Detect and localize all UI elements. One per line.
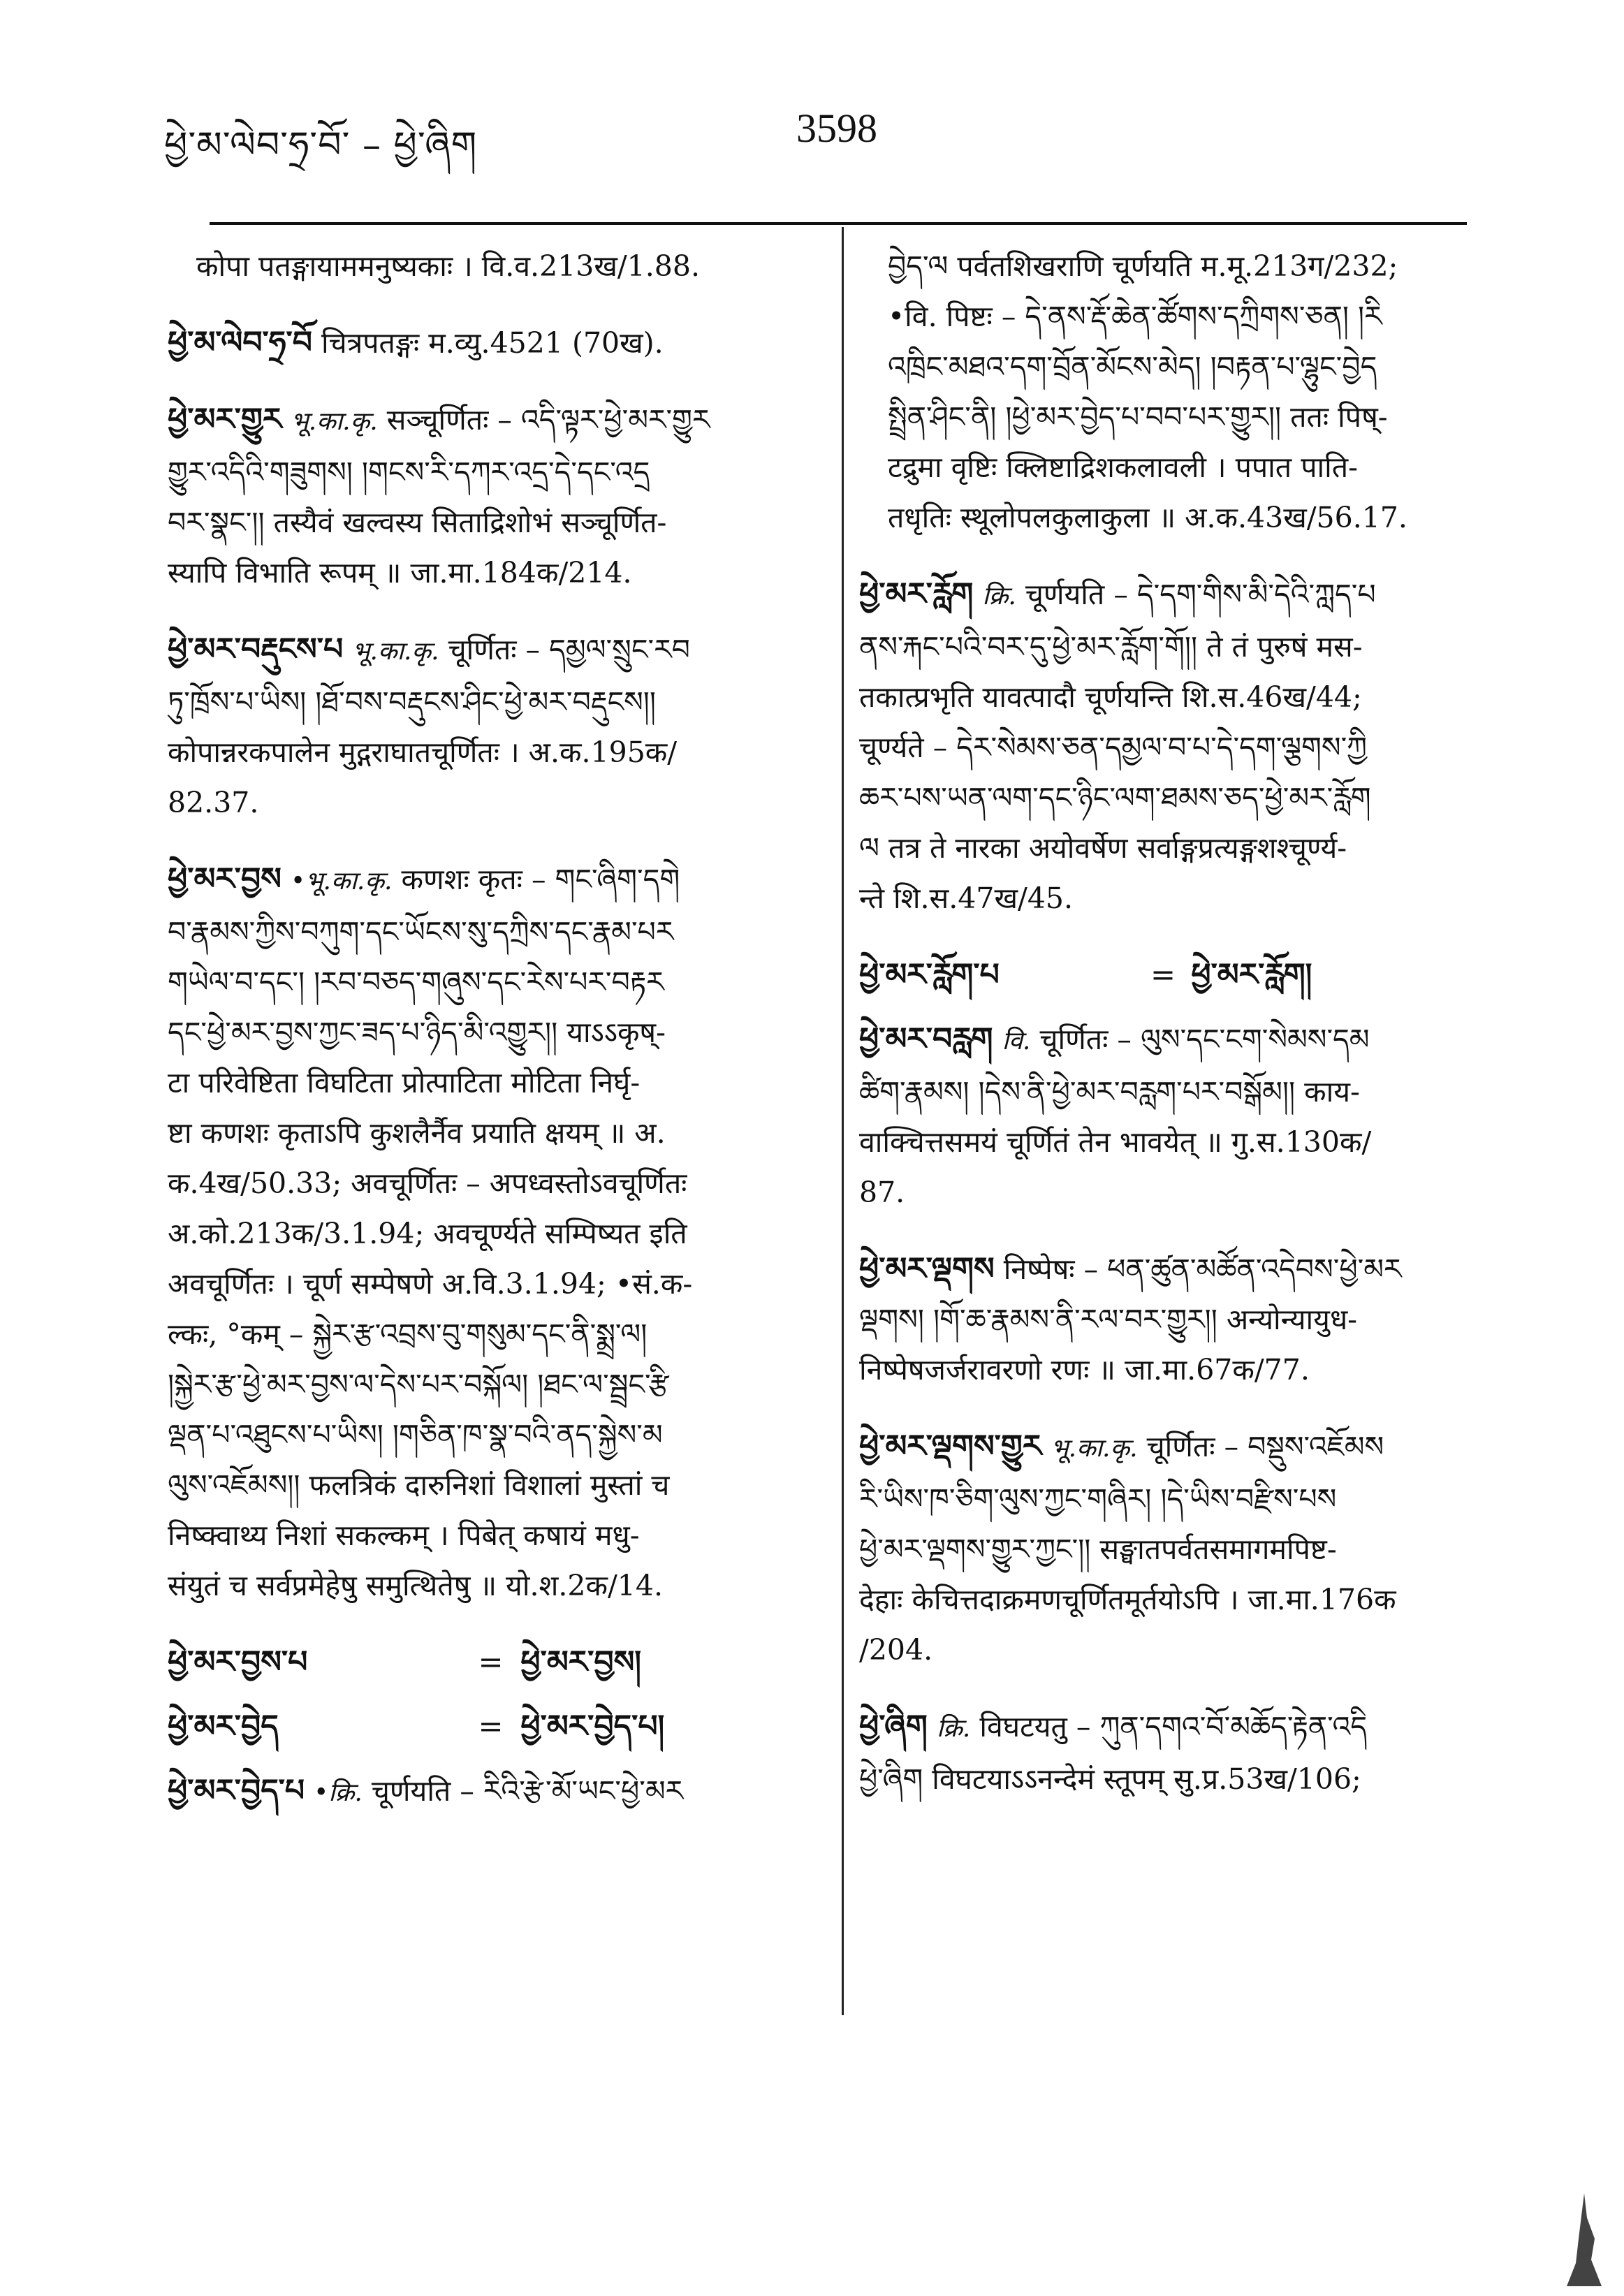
- entry-text: टा परिवेष्टिता विघटिता प्रोत्पाटिता मोटिता निर्घृ-: [168, 1066, 641, 1099]
- entry-line: [859, 773, 1467, 823]
- entry-text: ल्कः, °कम् – སྐྱེར་རྩ་འབྲས་བུ་གསུམ་དང་ནི་སྨྲ་ལ།: [168, 1317, 648, 1351]
- entry-text: कोपान्नरकपालेन मुद्गराघातचूर्णितः । अ.क.195क/: [168, 736, 678, 769]
- entry-text: क.4ख/50.33; अवचूर्णितः – अपध्वस्तोऽवचूर्णितः: [168, 1167, 687, 1200]
- entry-text: ष्टा कणशः कृताऽपि कुशलैर्नैव प्रयाति क्षयम् ॥ अ.: [168, 1116, 666, 1150]
- entry-text: གཡེལ་བ་དང་། །རབ་བཅད་གཞུས་དང་རེས་པར་བརྟར: [168, 965, 664, 999]
- entry-text: तकात्प्रभृति यावत्पादौ चूर्णयन्ति शि.स.46ख/44;: [859, 680, 1362, 714]
- header-rule: [210, 222, 1467, 225]
- entry-line: [168, 318, 814, 368]
- entry-line: [168, 1158, 814, 1208]
- entry-line: [168, 1766, 814, 1818]
- entry-line: [168, 1560, 814, 1611]
- entry-line: [859, 672, 1467, 722]
- entry-text: བར་སྣང་།། तस्यैवं खल्वस्य सिताद्रिशोभं सञ्चूर्णित-: [168, 506, 667, 539]
- entry-line: [888, 492, 1467, 543]
- entry-line: [859, 1474, 1467, 1524]
- entry-text: संयुतं च सर्वप्रमेहेषु समुत्थितेषु ॥ यो.श.2क/14.: [168, 1569, 663, 1602]
- running-head: ཕྱེ་མ་ལེབ་ཧྲ་བོ་ – ཕྱེ་ཞིག: [164, 124, 478, 166]
- entry-line: [168, 854, 814, 907]
- headword: ཕྱེ་མར་བྱེད: [168, 1709, 279, 1744]
- cross-reference-target: ཕྱེ་མར་བྱས།: [520, 1644, 642, 1680]
- entry-text: सञ्चूर्णितः – འདི་ལྟར་ཕྱེ་མར་གྱུར: [386, 403, 710, 437]
- dictionary-entry: [859, 1421, 1467, 1675]
- entry-line: [168, 1108, 814, 1158]
- entry-text: 87.: [859, 1176, 905, 1209]
- entry-text: ཕྱེ་མར་ལྡགས་གྱུར་ཀྱང་།། सङ्घातपर्वतसमागमपिष्ट-: [859, 1533, 1337, 1566]
- entry-text: བྱེད་ལ पर्वतशिखराणि चूर्णयति म.मू.213ग/232;: [888, 249, 1398, 283]
- entry-text: चूर्णयति – རིའི་རྩེ་མོ་ཡང་ཕྱེ་མར: [371, 1774, 684, 1808]
- left-column: [168, 241, 814, 1845]
- entry-text: चूर्णितः – ལུས་དང་ངག་སེམས་དམ: [1039, 1023, 1370, 1056]
- entry-text: वाक्चित्तसमयं चूर्णितं तेन भावयेत् ॥ गु.स.130क/: [859, 1125, 1372, 1159]
- dictionary-entry: [168, 624, 814, 828]
- entry-text: གྱུར་འདིའི་གཟུགས། །གངས་རི་དཀར་འདྲ་དེ་དང་འདྲ: [168, 455, 650, 489]
- entry-line: [168, 624, 814, 677]
- grammar-label: वि.: [1002, 1027, 1031, 1055]
- entry-line: [888, 442, 1467, 492]
- entry-line: [859, 1421, 1467, 1474]
- entry-text: 82.37.: [168, 786, 259, 819]
- entry-line: [168, 1359, 814, 1410]
- entry-text: निष्पेषः – ཕན་ཚུན་མཚོན་འདེབས་ཕྱེ་མར: [1003, 1252, 1402, 1286]
- entry-text: •वि. पिष्टः – དེ་ནས་རྡོ་ཆེན་ཚོགས་དཀྲིགས་ཅན། །རི: [888, 300, 1382, 333]
- entry-line: [168, 957, 814, 1007]
- entry-line: [168, 727, 814, 777]
- entry-text: ཚིག་རྣམས། །དེས་ནི་ཕྱེ་མར་བརླག་པར་བསྒོམ།། काय-: [859, 1075, 1360, 1109]
- headword: ཕྱེ་མར་ལྡགས་གྱུར: [859, 1428, 1042, 1464]
- headword: ཕྱེ་མར་བྱེད་པ: [168, 1773, 305, 1808]
- entry-text: स्यापि विभाति रूपम् ॥ जा.मा.184क/214.: [168, 556, 632, 590]
- entry-text: चूर्णितः – དམྱལ་སྲུང་རབ: [448, 633, 690, 666]
- entry-text: རི་ཡིས་ཁ་ཅིག་ལུས་ཀྱང་གཞིར། །དེ་ཡིས་བརྫིས་པས: [859, 1482, 1337, 1516]
- right-column: [859, 241, 1467, 1831]
- entry-text: चूर्ण्यते – དེར་སེམས་ཅན་དམྱལ་བ་པ་དེ་དག་ལྕགས་ཀྱི: [859, 731, 1368, 764]
- entry-line: [859, 1524, 1467, 1574]
- grammar-label: भू.का.कृ.: [291, 407, 378, 436]
- entry-line: [168, 677, 814, 727]
- entry-text: ལུས་འཇོམས།། फलत्रिकं दारुनिशां विशालां मुस्तां च: [168, 1468, 670, 1502]
- entry-line: [859, 1754, 1467, 1804]
- entry-line: [859, 1067, 1467, 1117]
- entry-line: [168, 1410, 814, 1460]
- entry-text: अ.को.213क/3.1.94; अवचूर्ण्यते सम्पिष्यत इति: [168, 1217, 687, 1250]
- entry-text: །སྐྱེར་རྩ་ཕྱེ་མར་བྱས་ལ་དེས་པར་བསྐོལ། །ཐང་ལ་སྦྲང་རྩི: [168, 1368, 669, 1401]
- entry-text: འཁྲིང་མཐའ་དག་བྲོན་མོངས་མེད། །བརྟན་པ་ལྷུང་བྱེད: [888, 350, 1377, 383]
- cross-reference-entry: [168, 1637, 814, 1688]
- entry-text: निष्क्वाथ्य निशां सकल्कम् । पिबेत् कषायं मधु-: [168, 1519, 640, 1552]
- entry-line: [168, 1058, 814, 1108]
- entry-line: [168, 907, 814, 957]
- cross-reference-entry: [168, 1702, 814, 1752]
- headword: ཕྱེ་མར་ལྡགས: [859, 1251, 995, 1287]
- entry-line: [859, 1014, 1467, 1067]
- entry-line: [859, 1117, 1467, 1167]
- entry-line: [859, 1625, 1467, 1675]
- grammar-label: भू.का.कृ.: [1051, 1434, 1138, 1463]
- page-number: 3598: [796, 105, 877, 151]
- grammar-label: क्रि.: [936, 1714, 971, 1743]
- dictionary-entry: [168, 318, 814, 368]
- continued-entry: [859, 241, 1467, 543]
- entry-line: [168, 1007, 814, 1058]
- entry-line: [859, 1167, 1467, 1218]
- headword: ཕྱེ་མར་བརྡུངས་པ: [168, 631, 344, 667]
- entry-line: [888, 241, 1467, 291]
- grammar-label: क्रि.: [982, 582, 1016, 610]
- entry-line: [859, 823, 1467, 873]
- cross-reference-target: ཕྱེ་མར་བྱེད་པ།: [520, 1709, 665, 1744]
- column-divider: [842, 227, 844, 2015]
- equals-sign: =: [478, 1709, 504, 1744]
- dictionary-entry: [859, 1014, 1467, 1218]
- headword: ཕྱེ་མར་གྱུར: [168, 402, 282, 437]
- dictionary-entry: [859, 1702, 1467, 1804]
- entry-line: [859, 1244, 1467, 1294]
- headword: ཕྱེ་མར་བརླག: [859, 1021, 993, 1057]
- entry-text: देहाः केचित्तदाक्रमणचूर्णितमूर्तयोऽपि । जा.मा.176क: [859, 1583, 1396, 1616]
- headword: ཕྱེ་མར་རློག: [859, 576, 974, 612]
- entry-text: ཆར་པས་ཡན་ལག་དང་ཉིང་ལག་ཐམས་ཅད་ཕྱེ་མར་རློག: [859, 781, 1371, 814]
- scan-smudge: [1563, 2190, 1605, 2288]
- entry-line: [168, 395, 814, 447]
- entry-line: [888, 342, 1467, 392]
- entry-line: [859, 1345, 1467, 1395]
- equals-sign: =: [1150, 958, 1176, 993]
- entry-text: ནས་རྐང་པའི་བར་དུ་ཕྱེ་མར་རློག་གོ།། ते तं पुरुषं मस-: [859, 630, 1363, 664]
- entry-line: [168, 548, 814, 598]
- grammar-label: •क्रि.: [314, 1778, 363, 1807]
- entry-text: ལྡགས། །གོ་ཆ་རྣམས་ནི་རལ་བར་གྱུར།། अन्योन्यायुध-: [859, 1303, 1358, 1336]
- dictionary-entry: [168, 854, 814, 1611]
- headword: ཕྱེ་མར་བྱས་པ: [168, 1644, 308, 1680]
- entry-text: विघटयतु – ཀུན་དགའ་བོ་མཆོད་རྟེན་འདི: [979, 1710, 1368, 1743]
- entry-line: [888, 392, 1467, 442]
- entry-line: [859, 1702, 1467, 1754]
- dictionary-entry: [859, 569, 1467, 923]
- entry-text: निष्पेषजर्जरावरणो रणः ॥ जा.मा.67क/77.: [859, 1353, 1310, 1387]
- entry-line: [859, 1574, 1467, 1625]
- cross-reference-entry: [859, 950, 1467, 1000]
- headword: ཕྱེ་མ་ལེབ་ཧྲ་བོ: [168, 325, 312, 360]
- entry-text: ཕྱེ་ཞིག विघटयाऽऽनन्देमं स्तूपम् सु.प्र.53ख/106;: [859, 1762, 1361, 1796]
- entry-text: कणशः कृतः – གང་ཞིག་དགེ: [401, 863, 680, 896]
- entry-text: कोपा पतङ्गायाममनुष्यकाः । वि.व.213ख/1.88.: [196, 249, 700, 283]
- entry-text: टद्रुमा वृष्टिः क्लिष्टाद्रिशकलावली । पपात पाति-: [888, 451, 1358, 484]
- entry-line: [859, 873, 1467, 923]
- entry-text: ལྡན་པ་འཐུངས་པ་ཡིས། །གཅིན་ཁ་སྣ་བའི་ནད་སྐྱེས་མ: [168, 1418, 663, 1452]
- entry-text: དང་ཕྱེ་མར་བྱས་ཀྱང་ཟད་པ་ཉིད་མི་འགྱུར།། याऽऽकृष्-: [168, 1016, 666, 1049]
- entry-line: [859, 1294, 1467, 1345]
- entry-line: [196, 241, 814, 291]
- entry-line: [168, 1510, 814, 1560]
- entry-line: [168, 777, 814, 828]
- entry-text: སྤྲིན་ཤིང་ནི། །ཕྱེ་མར་བྱེད་པ་བབ་པར་གྱུར།། ततः पिष्-: [888, 400, 1388, 434]
- equals-sign: =: [478, 1645, 504, 1680]
- entry-text: ལ तत्र ते नारका अयोवर्षेण सर्वाङ्गप्रत्यङ्गशश्चूर्ण्य-: [859, 831, 1347, 865]
- headword: ཕྱེ་མར་རློག་པ: [859, 957, 1000, 993]
- entry-line: [168, 497, 814, 548]
- continued-entry: [168, 241, 814, 291]
- entry-text: तधृतिः स्थूलोपलकुलाकुला ॥ अ.क.43ख/56.17.: [888, 501, 1407, 534]
- entry-text: न्ते शि.स.47ख/45.: [859, 882, 1074, 915]
- entry-line: [888, 291, 1467, 342]
- entry-line: [168, 1460, 814, 1510]
- cross-reference-target: ཕྱེ་མར་རློག།: [1191, 957, 1312, 993]
- headword: ཕྱེ་ཞིག: [859, 1709, 928, 1744]
- dictionary-entry: [168, 395, 814, 598]
- entry-text: चूर्णयति – དེ་དག་གིས་མི་དེའི་ཀླད་པ: [1025, 578, 1376, 611]
- entry-line: [168, 1259, 814, 1309]
- entry-line: [168, 447, 814, 497]
- entry-line: [859, 722, 1467, 773]
- entry-text: चूर्णितः – བསྡུས་འཇོམས: [1146, 1430, 1384, 1463]
- entry-line: [859, 622, 1467, 672]
- entry-line: [168, 1309, 814, 1359]
- entry-text: /204.: [859, 1633, 933, 1667]
- dictionary-entry: [859, 1244, 1467, 1395]
- entry-text: ཏུ་ཁྲོས་པ་ཡིས། །ཐོ་བས་བརྡུངས་ཤིང་ཕྱེ་མར་བརྡུངས།།: [168, 685, 657, 719]
- headword: ཕྱེ་མར་བྱས: [168, 861, 281, 897]
- grammar-label: भू.का.कृ.: [352, 637, 439, 666]
- entry-line: [859, 569, 1467, 622]
- entry-text: चित्रपतङ्गः म.व्यु.4521 (70ख).: [321, 326, 664, 360]
- entry-text: अवचूर्णितः । चूर्ण सम्पेषणे अ.वि.3.1.94; •सं.क-: [168, 1267, 693, 1301]
- dictionary-entry: [168, 1766, 814, 1818]
- entry-text: བ་རྣམས་ཀྱིས་བཀུག་དང་ཡོངས་སུ་དཀྲིས་དང་རྣམ་པར: [168, 915, 674, 949]
- entry-line: [168, 1208, 814, 1259]
- grammar-label: •भू.का.कृ.: [290, 867, 393, 895]
